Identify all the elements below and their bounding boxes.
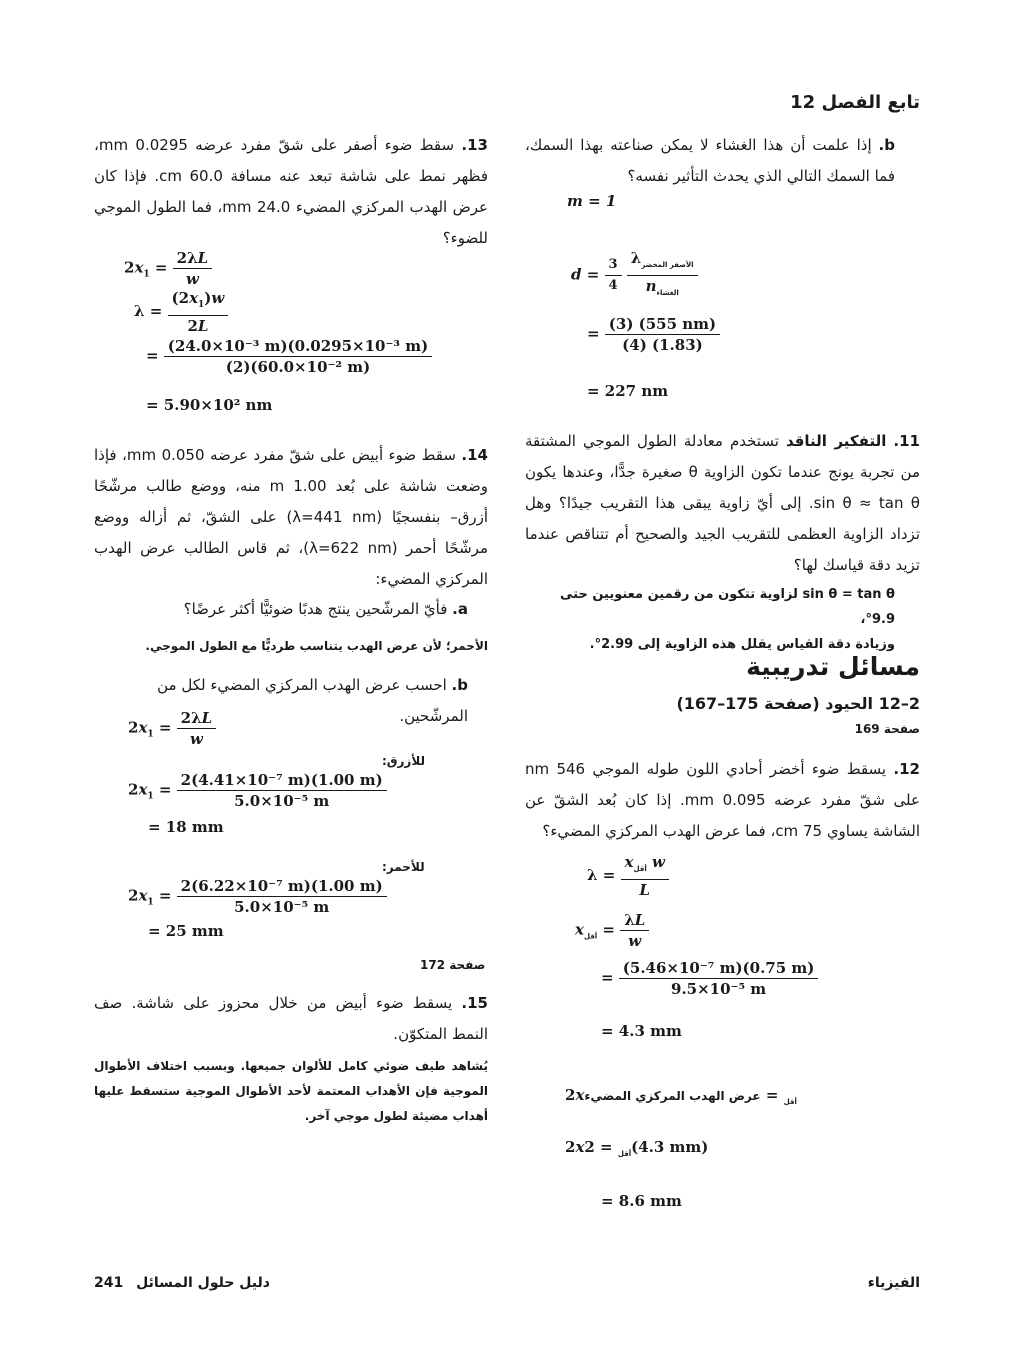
question-b [525,130,895,192]
q13-result: = 5.90×10² nm [146,396,273,414]
lambda-equation: λ = $\frac{x_{أقل} w}{L}$ [587,852,669,900]
chapter-header: تابع الفصل 12 [790,92,920,113]
footer-page-number: 241 [94,1275,124,1291]
question-15: 15. يسقط ضوء أبيض من خلال محزوز على شاشة. صف النمط المتكوّن. [94,994,488,1043]
d-step-2: = $\frac{(3) (555 nm)}{(4) (1.83)}$ [587,314,720,355]
question-b-label: b. [878,136,895,154]
q14-b: b. احسب عرض الهدب المركزي المضيء لكل من المرشّحين. [157,676,468,725]
red-result: = 25 mm [148,922,224,940]
x-result: = 4.3 mm [601,1022,682,1040]
answer-15: يُشاهد طيف ضوئي كامل للألوان جميعها. وبسبب اختلاف الأطوال الموجية فإن الأهداب المعتمة لأحد الأطوال الموجية ستسقط عليها أهداب مضيئة لطول موجي آخر. [94,1059,488,1123]
question-14: 14. سقط ضوء أبيض على شقّ مفرد عرضه 0.050 mm، فإذا وضعت شاشة على بُعد 1.00 m منه، ووضع طالب مرشّحًا أزرق– بنفسجيًا (λ=441 nm) على الشقّ، ثم أزاله ووضع مرشّحًا أحمر (λ=622 nm)، ثم قاس الطالب عرض الهدب المركزي المضيء: [94,446,488,588]
blue-result: = 18 mm [148,818,224,836]
m-equation: m = 1 [567,192,617,210]
q14-a-answer: الأحمر؛ لأن عرض الهدب يتناسب طرديًّا مع الطول الموجي. [145,639,488,653]
answer-11: sin θ = tan θ لزاوية تتكون من رقمين معنويين حتى 9.9°، وزيادة دقة القياس يقلل هذه الزاوية إلى 2.99°. [559,587,895,652]
page-ref-172: صفحة 172 [420,958,486,972]
blue-eq: $2x_1$ = $\frac{\text{2(4.41×10⁻⁷ m)(1.00 m)}}{\text{5.0×10⁻⁵ m}}$ [128,770,387,811]
q14-eq-1: $2x_1$ = $\frac{2\lambda L}{w}$ [128,708,216,749]
width-equation: 2x $_{أقل}$ = عرض الهدب المركزي المضيء [565,1086,797,1106]
blue-label: للأزرق: [382,754,425,768]
d-result: = 227 nm [587,382,669,400]
question-11: 11. التفكير الناقد تستخدم معادلة الطول الموجي المشتقة من تجربة يونج عندما تكون الزاوية θ صغيرة جدًّا، وعندها يكون sin θ ≈ tan θ. إلى أيّ زاوية يبقى هذا التقريب جيدًا؟ وهل تزداد الزاوية العظمى للتقريب الجيد والصحيح أم تتناقص عندما تزيد دقة قياسك لها؟ [525,432,920,574]
red-label: للأحمر: [382,860,425,874]
practice-subtitle: 2–12 الحيود (صفحة 175–167) [676,694,920,713]
q13-eq-2: λ = $\frac{(2x_1)w}{2L}$ [134,288,228,336]
width-result: = 8.6 mm [601,1192,682,1210]
red-eq: $2x_1$ = $\frac{\text{2(6.22×10⁻⁷ m)(1.00 m)}}{\text{5.0×10⁻⁵ m}}$ [128,876,387,917]
q13-eq-1: $2x_1$ = $\frac{2\lambda L}{w}$ [124,248,212,289]
x-step-2: = $\frac{\text{(5.46×10⁻⁷ m)(0.75 m)}}{\text{9.5×10⁻⁵ m}}$ [601,958,818,999]
question-13: 13. سقط ضوء أصفر على شقّ مفرد عرضه 0.0295 mm، فظهر نمط على شاشة تبعد عنه مسافة 60.0 cm. فإذا كان عرض الهدب المركزي المضيء 24.0 mm، فما الطول الموجي للضوء؟ [94,136,488,247]
x-equation: $x_{أقل}$ = $\frac{\lambda L}{w}$ [575,910,649,951]
question-12: 12. يسقط ضوء أخضر أحادي اللون طوله الموجي 546 nm على شقّ مفرد عرضه 0.095 mm. إذا كان بُعد الشقّ عن الشاشة يساوي 75 cm، فما عرض الهدب المركزي المضيء؟ [525,760,920,840]
question-b-text: إذا علمت أن هذا الغشاء لا يمكن صناعته بهذا السمك، فما السمك التالي الذي يحدث التأثير نفسه؟ [525,136,895,185]
practice-page-ref: صفحة 169 [854,722,920,736]
footer-guide [94,1275,270,1291]
q14-a: a. فأيّ المرشّحين ينتج هدبًا ضوئيًّا أكثر عرضًا؟ [183,600,468,618]
d-equation: d = $\frac{3}{4}$ $\frac{\lambda_{الأصفر المخضر}}{n_{الغشاء}}$ [571,248,698,303]
q13-eq-3: = $\frac{\text{(24.0×10⁻³ m)(0.0295×10⁻³ m)}}{\text{(2)(60.0×10⁻² m)}}$ [146,336,432,377]
footer-guide-title: دليل حلول المسائل [136,1275,270,1291]
practice-title: مسائل تدريبية [746,652,920,681]
footer-subject: الفيزياء [867,1275,920,1291]
width-step: 2x $_{أقل}$ = 2(4.3 mm) [565,1138,709,1158]
